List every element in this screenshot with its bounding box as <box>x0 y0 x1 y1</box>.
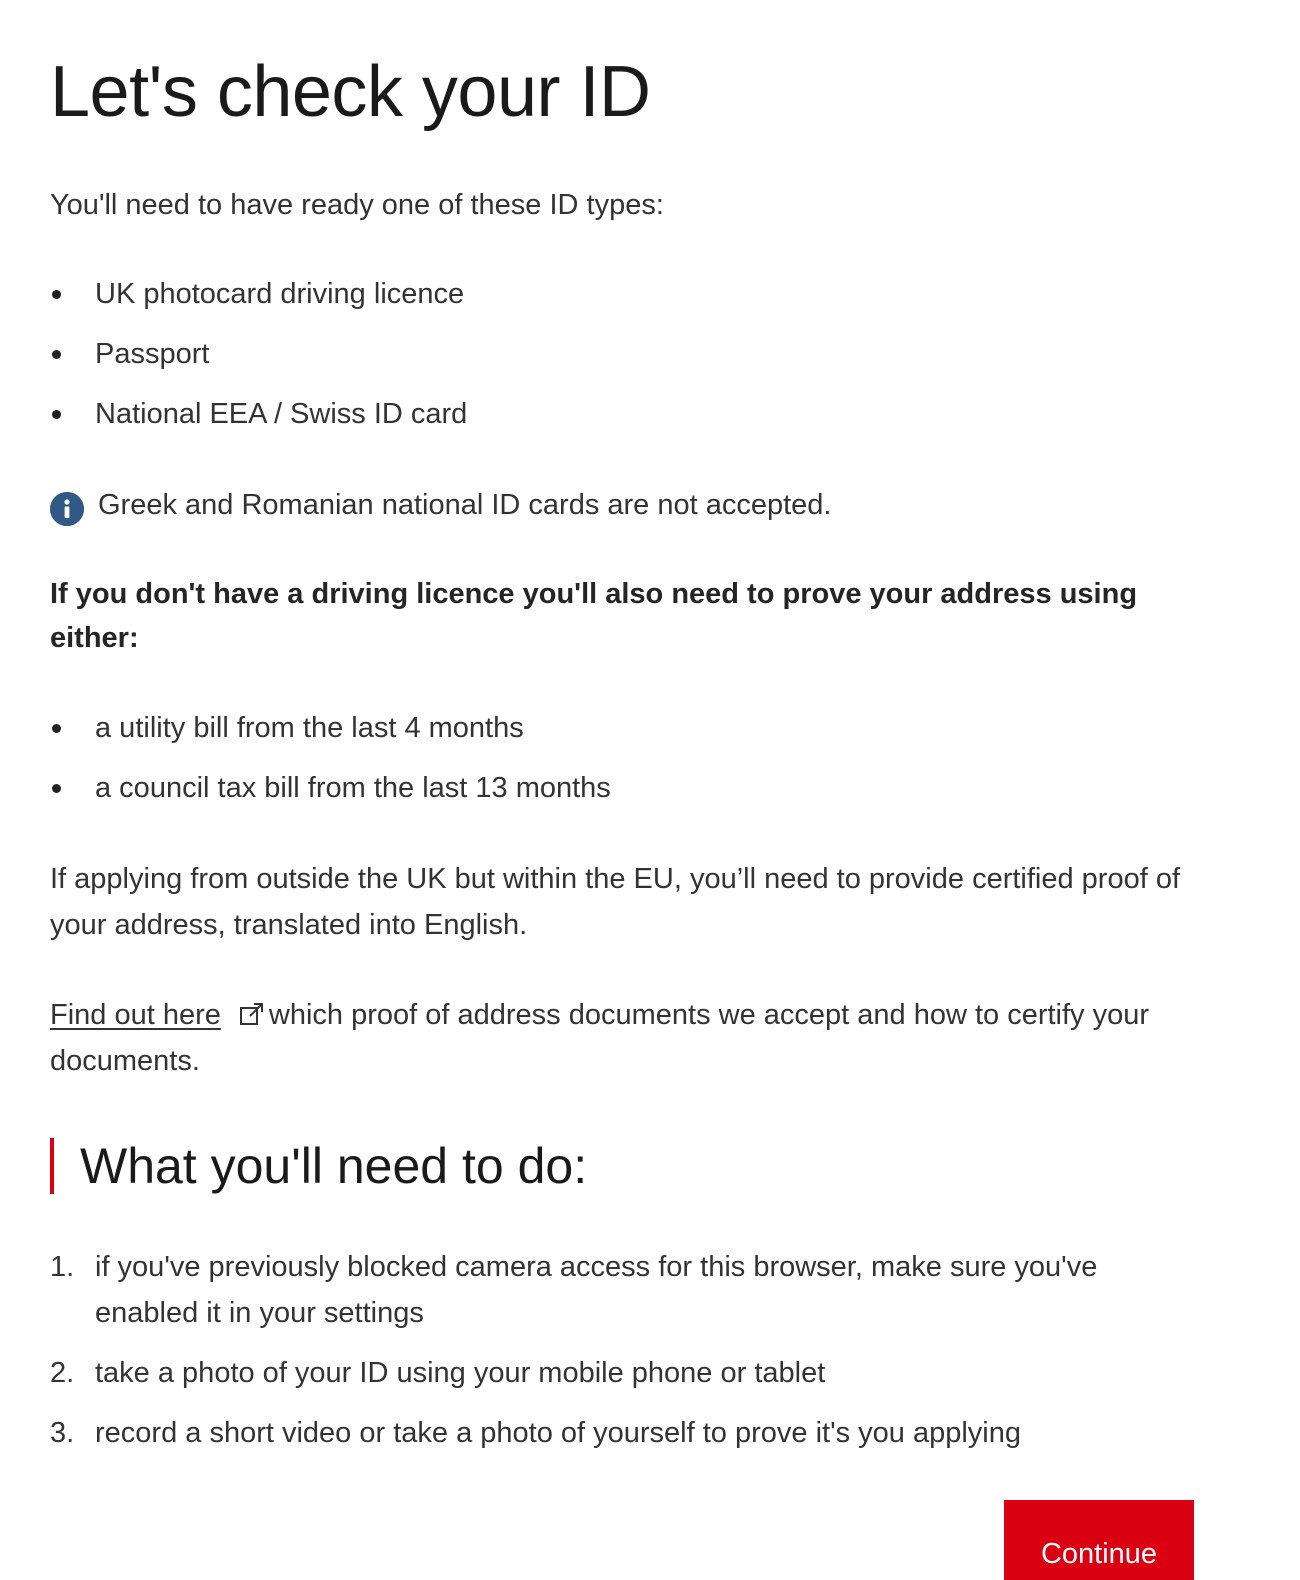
find-out-link[interactable]: Find out here <box>50 999 221 1031</box>
list-item: UK photocard driving licence <box>50 264 467 324</box>
list-item <box>50 1244 1200 1336</box>
list-item <box>50 1350 1200 1396</box>
continue-button[interactable]: Continue <box>1004 1500 1194 1580</box>
external-link-icon <box>239 995 265 1021</box>
find-out-paragraph <box>50 992 1200 1084</box>
step-text: if you've previously blocked camera access for this browser, make sure you've enabled it in your settings <box>95 1251 1098 1329</box>
address-options-list <box>50 698 611 818</box>
list-item: a utility bill from the last 4 months <box>50 698 611 758</box>
steps-list <box>50 1244 1200 1470</box>
find-out-rest: which proof of address documents we accept and how to certify your documents. <box>50 999 1150 1077</box>
id-types-list <box>50 264 467 444</box>
step-text: take a photo of your ID using your mobile phone or tablet <box>95 1357 826 1389</box>
section-heading <box>50 1136 587 1196</box>
step-number: 2. <box>50 1357 75 1389</box>
list-item <box>50 1410 1200 1456</box>
list-item: Passport <box>50 324 467 384</box>
info-note <box>50 482 831 528</box>
list-item: National EEA / Swiss ID card <box>50 384 467 444</box>
page-title: Let's check your ID <box>50 52 651 132</box>
info-icon <box>50 492 84 526</box>
step-number: 3. <box>50 1417 75 1449</box>
eu-note: If applying from outside the UK but within the EU, you’ll need to provide certified proof of your address, translated into English. <box>50 863 1181 941</box>
info-note-text: Greek and Romanian national ID cards are not accepted. <box>98 489 832 521</box>
section-title: What you'll need to do: <box>80 1138 588 1194</box>
intro-text: You'll need to have ready one of these ID types: <box>50 189 664 221</box>
step-text: record a short video or take a photo of yourself to prove it's you applying <box>95 1417 1022 1449</box>
step-number: 1. <box>50 1251 75 1283</box>
list-item: a council tax bill from the last 13 months <box>50 758 611 818</box>
address-heading: If you don't have a driving licence you'll also need to prove your address using either: <box>50 578 1138 654</box>
section-accent-bar <box>50 1138 54 1194</box>
